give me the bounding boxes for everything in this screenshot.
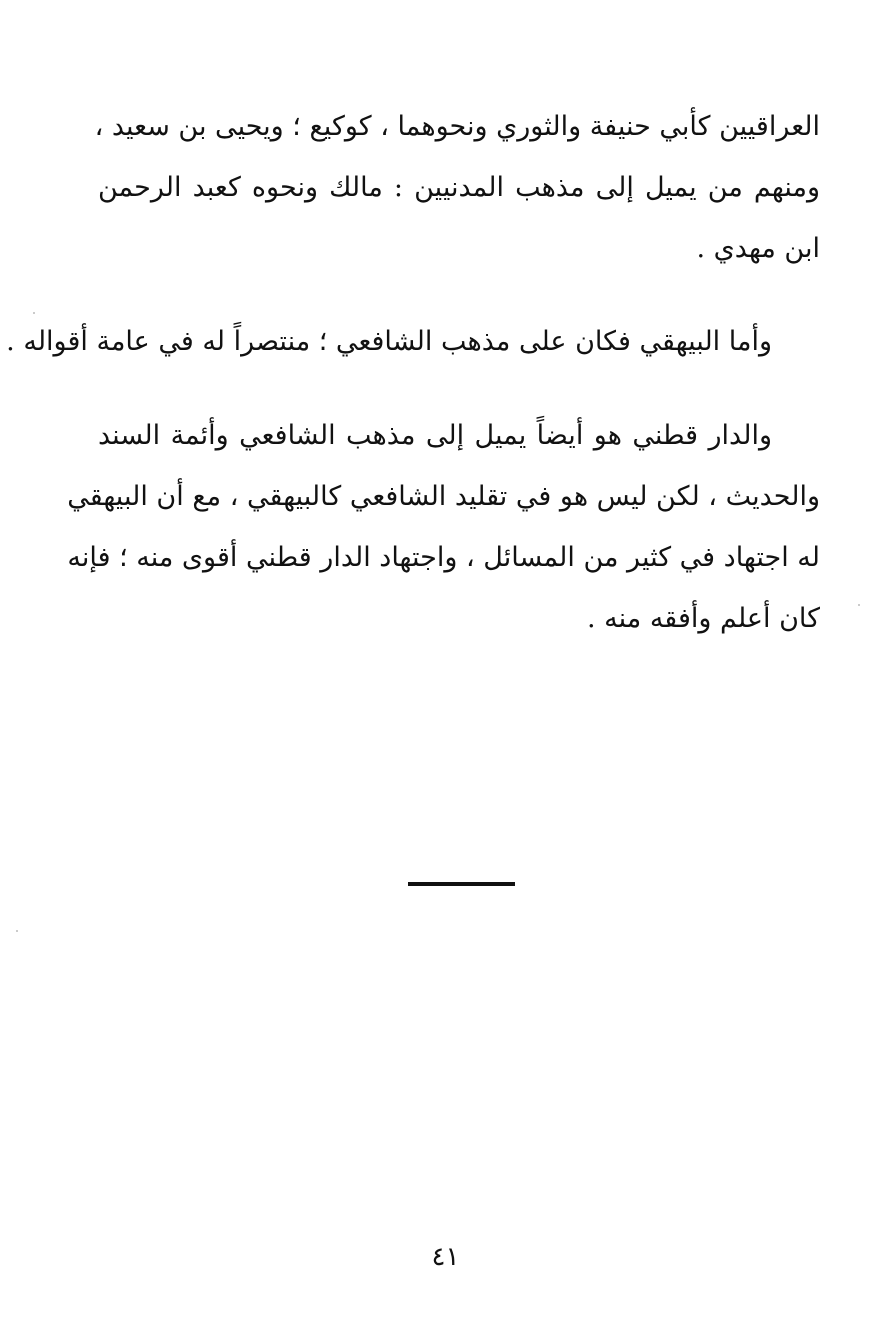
- paragraph-3: [67, 405, 820, 649]
- text-line: له اجتهاد في كثير من المسائل ، واجتهاد الدار قطني أقوى منه ؛ فإنه: [67, 542, 820, 573]
- page-number: ٤١: [431, 1242, 460, 1272]
- text-line: والحديث ، لكن ليس هو في تقليد الشافعي كالبيهقي ، مع أن البيهقي: [67, 481, 820, 512]
- text-line: العراقيين كأبي حنيفة والثوري ونحوهما ، كوكيع ؛ ويحيى بن سعيد ،: [94, 111, 820, 142]
- text-line: ابن مهدي .: [696, 233, 820, 264]
- section-divider: [408, 882, 515, 886]
- text-line: كان أعلم وأفقه منه .: [586, 603, 820, 634]
- text-line: ومنهم من يميل إلى مذهب المدنيين : مالك ونحوه كعبد الرحمن: [98, 172, 820, 203]
- paragraph-1: [94, 96, 820, 279]
- scan-speck: [858, 604, 860, 606]
- scan-speck: [16, 930, 18, 932]
- text-line: وأما البيهقي فكان على مذهب الشافعي ؛ منتصراً له في عامة أقواله .: [6, 326, 772, 357]
- paragraph-2: [6, 311, 820, 372]
- text-line: والدار قطني هو أيضاً يميل إلى مذهب الشافعي وأئمة السند: [98, 420, 772, 451]
- scan-speck: [33, 312, 35, 314]
